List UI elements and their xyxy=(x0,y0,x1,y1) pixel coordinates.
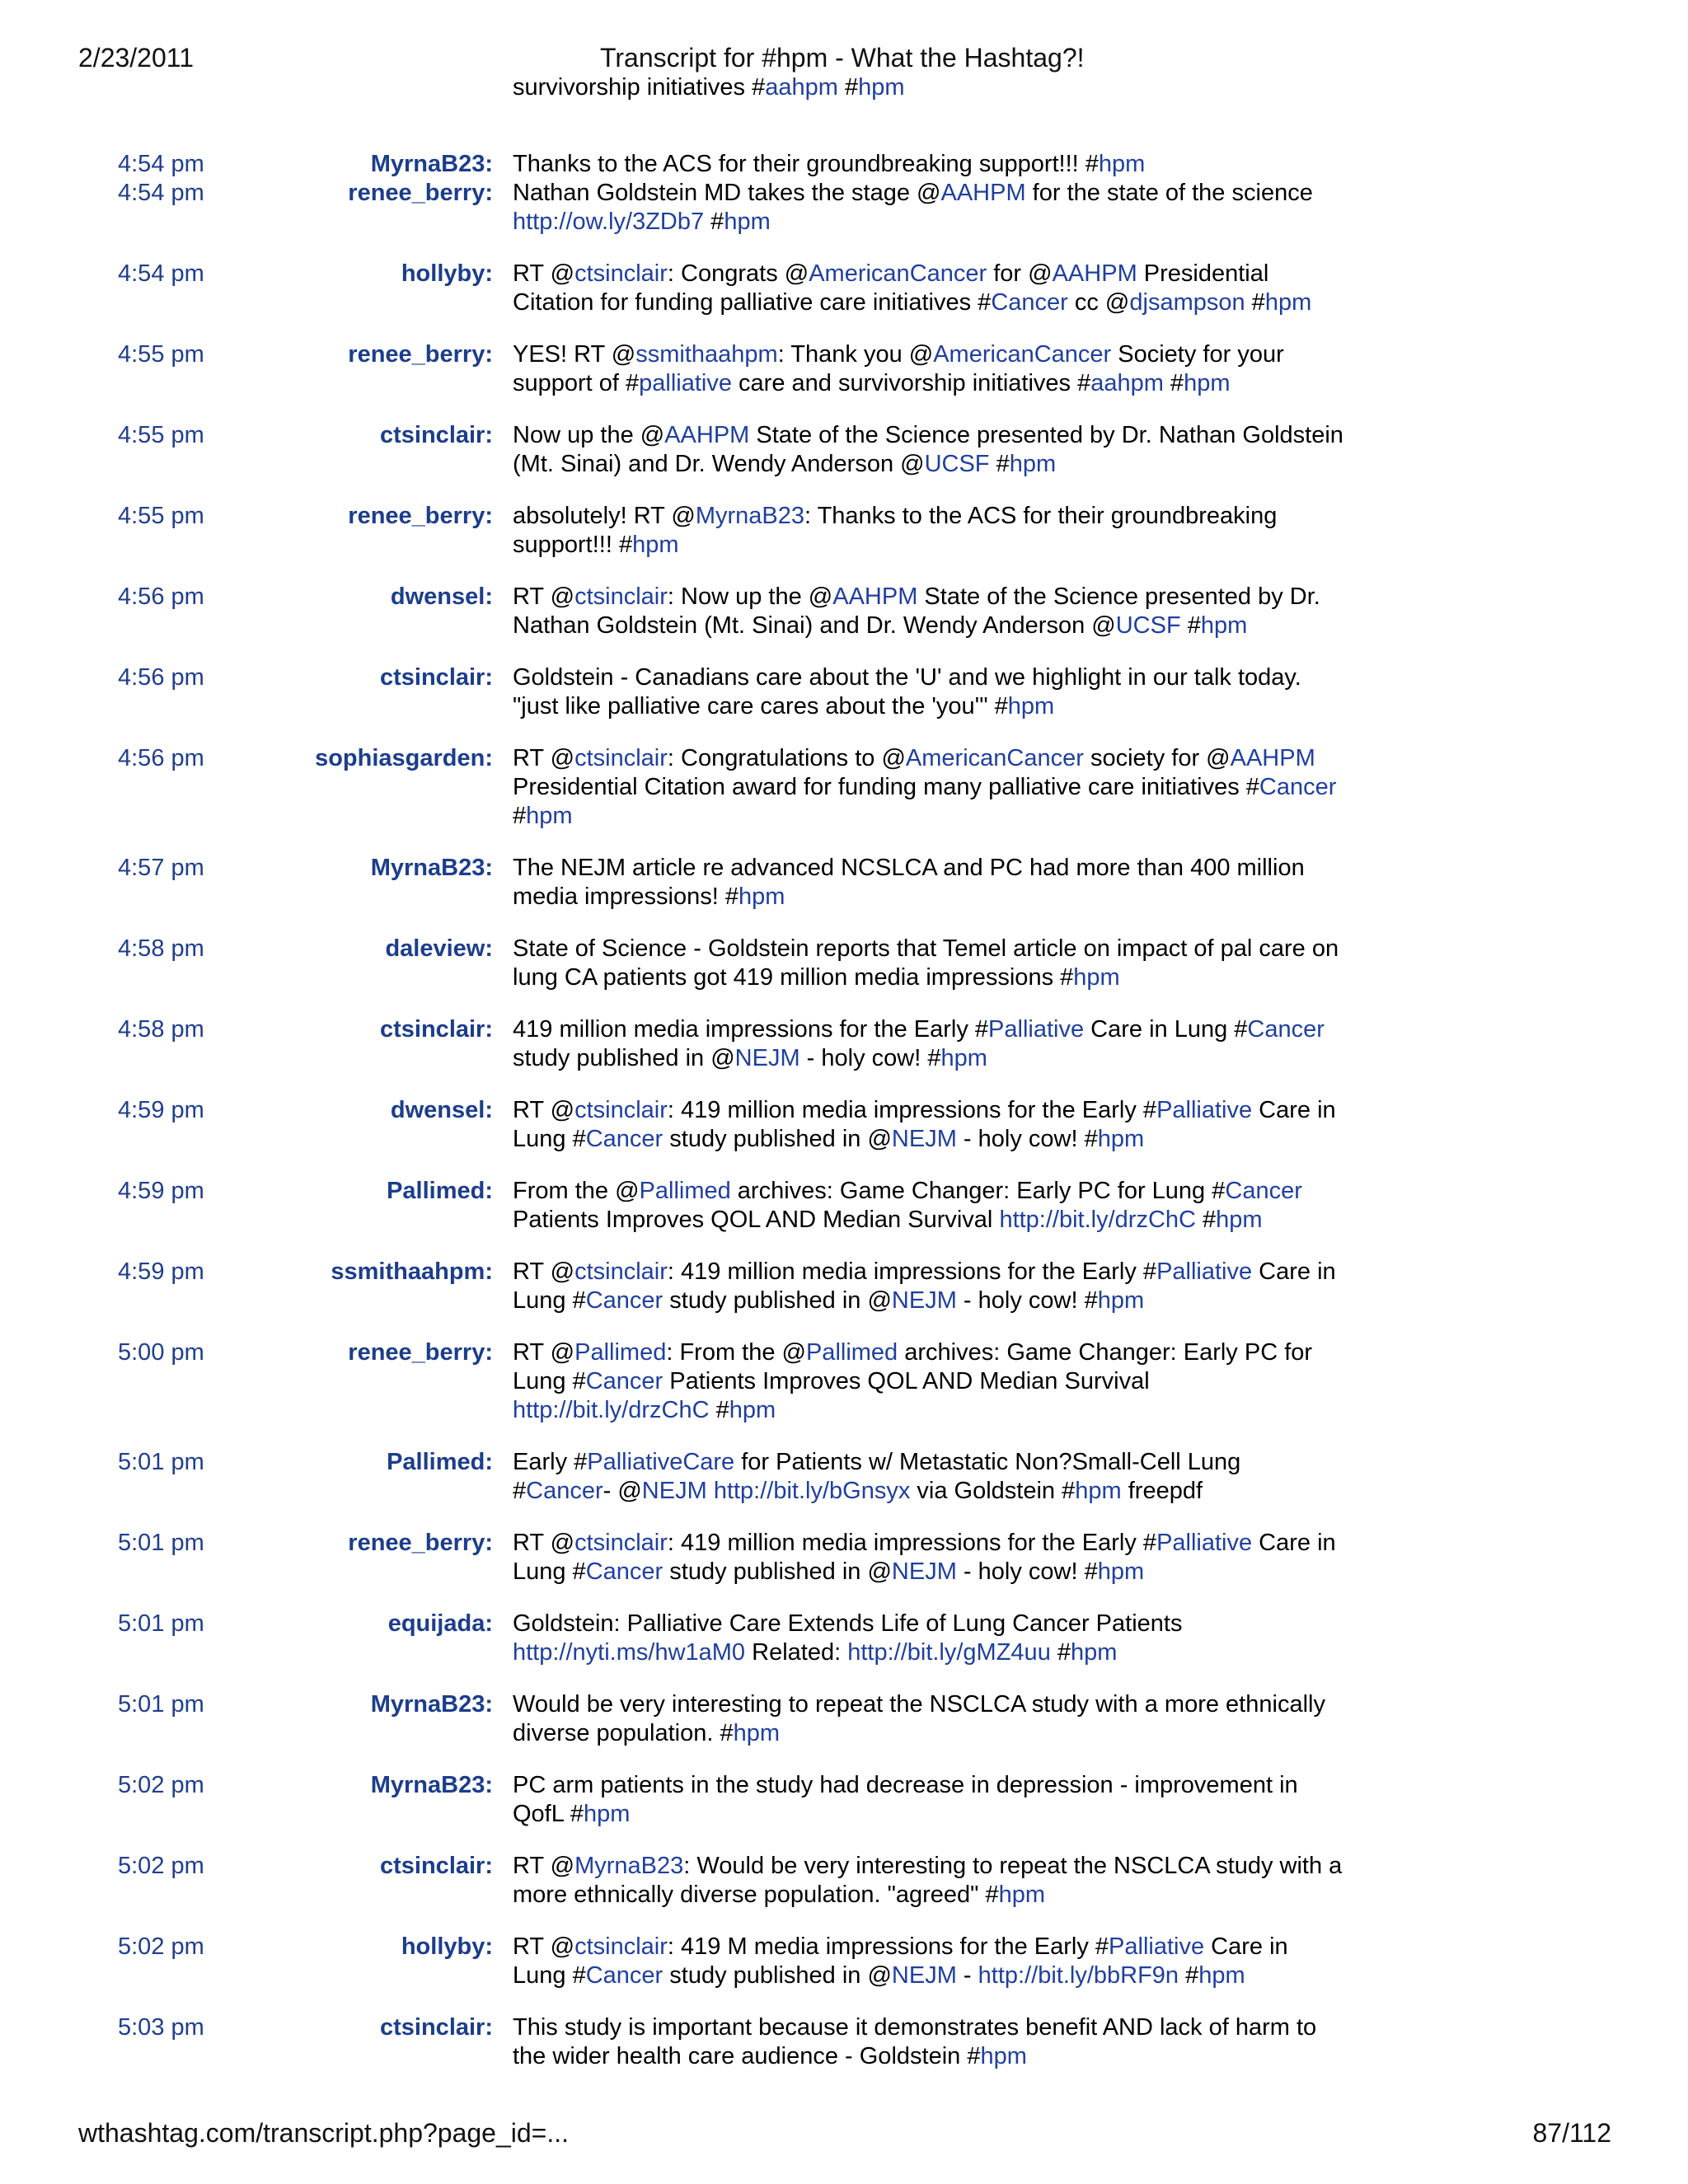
transcript-row xyxy=(0,1177,1688,1235)
message-link[interactable]: PalliativeCare xyxy=(587,1449,735,1475)
transcript-row xyxy=(0,2013,1688,2071)
message-time[interactable]: 5:01 pm xyxy=(118,1610,204,1637)
message-link[interactable]: ctsinclair xyxy=(574,260,668,287)
message-link[interactable]: http://bit.ly/gMZ4uu xyxy=(847,1639,1051,1666)
message-link[interactable]: Cancer xyxy=(585,1126,663,1152)
transcript-row xyxy=(0,1015,1688,1073)
message-link[interactable]: AmericanCancer xyxy=(905,745,1084,771)
message-text: RT @ctsinclair: 419 M media impressions for the Early #Palliative Care in Lung #Cancer study published in @NEJM - http://bit.ly/bbRF9n #hpm xyxy=(513,1933,1288,1989)
transcript-row xyxy=(0,502,1688,560)
message-link[interactable]: aahpm xyxy=(1090,370,1164,396)
message-link[interactable]: NEJM xyxy=(641,1478,707,1504)
message-link[interactable]: http://bit.ly/bbRF9n xyxy=(978,1962,1179,1989)
message-username[interactable]: Pallimed: xyxy=(387,1178,493,1204)
message-username[interactable]: renee_berry: xyxy=(348,503,493,529)
message-username[interactable]: ctsinclair: xyxy=(380,1016,493,1043)
message-text: absolutely! RT @MyrnaB23: Thanks to the ACS for their groundbreaking support!!! #hpm xyxy=(513,503,1278,558)
transcript-row xyxy=(0,1610,1688,1667)
message-link[interactable]: http://bit.ly/drzChC xyxy=(513,1397,710,1423)
message-link[interactable]: ctsinclair xyxy=(574,583,668,610)
transcript-row xyxy=(0,150,1688,179)
transcript-row xyxy=(0,583,1688,640)
message-link[interactable]: UCSF xyxy=(1115,612,1181,639)
message-time[interactable]: 4:55 pm xyxy=(118,422,204,448)
message-link[interactable]: hpm xyxy=(632,532,679,558)
message-username[interactable]: renee_berry: xyxy=(348,341,493,368)
message-time[interactable]: 5:02 pm xyxy=(118,1772,204,1798)
message-time[interactable]: 5:01 pm xyxy=(118,1449,204,1475)
message-link[interactable]: hpm xyxy=(1071,1639,1118,1666)
message-link[interactable]: ctsinclair xyxy=(574,1933,668,1960)
message-username[interactable]: MyrnaB23: xyxy=(370,1772,493,1798)
message-time[interactable]: 4:56 pm xyxy=(118,583,204,610)
message-link[interactable]: hpm xyxy=(940,1045,987,1071)
message-username[interactable]: MyrnaB23: xyxy=(370,855,493,881)
message-link[interactable]: http://bit.ly/bGnsyx xyxy=(713,1478,911,1504)
transcript-row xyxy=(0,935,1688,992)
footer-url: wthashtag.com/transcript.php?page_id=... xyxy=(78,2118,570,2148)
message-link[interactable]: Cancer xyxy=(526,1478,603,1504)
message-link[interactable]: ctsinclair xyxy=(574,1258,668,1285)
message-text: Nathan Goldstein MD takes the stage @AAHPM for the state of the science http://ow.ly/3ZDb7 #hpm xyxy=(513,180,1313,235)
message-time[interactable]: 4:54 pm xyxy=(118,180,204,206)
message-text: Thanks to the ACS for their groundbreaking support!!! #hpm xyxy=(513,151,1146,177)
message-text: RT @ctsinclair: 419 million media impressions for the Early #Palliative Care in Lung #Cancer study published in @NEJM - holy cow! #hpm xyxy=(513,1097,1336,1152)
message-link[interactable]: Palliative xyxy=(1156,1258,1253,1285)
message-link[interactable]: hpm xyxy=(1184,370,1231,396)
message-text: Would be very interesting to repeat the NSCLCA study with a more ethnically diverse population. #hpm xyxy=(513,1691,1325,1746)
message-link[interactable]: hpm xyxy=(526,803,573,829)
message-username[interactable]: dwensel: xyxy=(390,583,493,610)
message-text: State of Science - Goldstein reports that Temel article on impact of pal care on lung CA patients got 419 million media impressions #hpm xyxy=(513,935,1339,991)
message-link[interactable]: Palliative xyxy=(1156,1530,1253,1556)
message-username[interactable]: equijada: xyxy=(387,1610,493,1637)
transcript-row xyxy=(0,663,1688,721)
message-link[interactable]: hpm xyxy=(998,1882,1046,1908)
message-link[interactable]: NEJM xyxy=(891,1558,957,1585)
message-username[interactable]: ctsinclair: xyxy=(380,2014,493,2041)
message-username[interactable]: MyrnaB23: xyxy=(370,151,493,177)
message-link[interactable]: MyrnaB23 xyxy=(695,503,804,529)
page-title: Transcript for #hpm - What the Hashtag?! xyxy=(600,43,1085,73)
message-link[interactable]: Palliative xyxy=(1156,1097,1253,1123)
message-time[interactable]: 4:58 pm xyxy=(118,1016,204,1043)
message-username[interactable]: daleview: xyxy=(385,935,493,962)
message-username[interactable]: hollyby: xyxy=(401,1933,493,1960)
message-link[interactable]: AmericanCancer xyxy=(933,341,1112,368)
message-username[interactable]: hollyby: xyxy=(401,260,493,287)
message-link[interactable]: AmericanCancer xyxy=(809,260,987,287)
message-text: RT @ctsinclair: Now up the @AAHPM State of the Science presented by Dr. Nathan Goldstein (Mt. Sinai) and Dr. Wendy Anderson @UCSF #hpm xyxy=(513,583,1320,639)
message-username[interactable]: ctsinclair: xyxy=(380,422,493,448)
transcript-row xyxy=(0,1338,1688,1425)
transcript-row xyxy=(0,1852,1688,1910)
message-link[interactable]: hpm xyxy=(1098,151,1146,177)
message-link[interactable]: NEJM xyxy=(734,1045,800,1071)
message-username[interactable]: renee_berry: xyxy=(348,1530,493,1556)
message-username[interactable]: dwensel: xyxy=(390,1097,493,1123)
continued-message-fragment: survivorship initiatives #aahpm #hpm xyxy=(513,74,905,101)
message-text: The NEJM article re advanced NCSLCA and PC had more than 400 million media impressions! #hpm xyxy=(513,855,1305,910)
message-time[interactable]: 4:56 pm xyxy=(118,745,204,771)
message-link[interactable]: djsampson xyxy=(1129,289,1245,316)
message-username[interactable]: MyrnaB23: xyxy=(370,1691,493,1718)
message-text: Goldstein - Canadians care about the 'U' and we highlight in our talk today. "just like palliative care cares about the 'you'" #hpm xyxy=(513,664,1301,719)
message-link[interactable]: hpm xyxy=(858,74,905,101)
message-link[interactable]: hpm xyxy=(1264,289,1312,316)
message-text: Early #PalliativeCare for Patients w/ Metastatic Non?Small-Cell Lung #Cancer- @NEJM http://bit.ly/bGnsyx via Goldstein #hpm freepdf xyxy=(513,1449,1241,1504)
message-link[interactable]: hpm xyxy=(1198,1962,1245,1989)
message-link[interactable]: AAHPM xyxy=(1230,745,1315,771)
message-time[interactable]: 4:57 pm xyxy=(118,855,204,881)
message-time[interactable]: 5:03 pm xyxy=(118,2014,204,2041)
transcript-row xyxy=(0,1771,1688,1829)
message-link[interactable]: ctsinclair xyxy=(574,1097,668,1123)
message-link[interactable]: UCSF xyxy=(924,451,990,477)
message-link[interactable]: hpm xyxy=(1097,1287,1145,1314)
message-link[interactable]: hpm xyxy=(583,1801,631,1827)
message-time[interactable]: 4:59 pm xyxy=(118,1258,204,1285)
page-number: 87/112 xyxy=(1532,2118,1611,2148)
message-link[interactable]: AAHPM xyxy=(1052,260,1137,287)
message-time[interactable]: 5:02 pm xyxy=(118,1933,204,1960)
message-time[interactable]: 4:59 pm xyxy=(118,1097,204,1123)
message-link[interactable]: Cancer xyxy=(585,1287,663,1314)
transcript-row xyxy=(0,1096,1688,1154)
message-link[interactable]: hpm xyxy=(724,209,771,235)
message-link[interactable]: Cancer xyxy=(1259,774,1337,800)
message-link[interactable]: AAHPM xyxy=(664,422,750,448)
message-link[interactable]: hpm xyxy=(1216,1207,1263,1233)
transcript-row xyxy=(0,260,1688,317)
message-link[interactable]: NEJM xyxy=(891,1126,957,1152)
transcript-row xyxy=(0,421,1688,479)
message-time[interactable]: 4:56 pm xyxy=(118,664,204,691)
message-link[interactable]: hpm xyxy=(729,1397,776,1423)
message-username[interactable]: renee_berry: xyxy=(348,180,493,206)
message-time[interactable]: 4:55 pm xyxy=(118,341,204,368)
message-link[interactable]: Palliative xyxy=(988,1016,1085,1043)
message-link[interactable]: ctsinclair xyxy=(574,745,668,771)
transcript-row xyxy=(0,1448,1688,1506)
message-link[interactable]: Pallimed xyxy=(805,1339,898,1366)
message-username[interactable]: ctsinclair: xyxy=(380,664,493,691)
message-link[interactable]: Cancer xyxy=(585,1962,663,1989)
message-link[interactable]: hpm xyxy=(1007,693,1055,719)
message-link[interactable]: hpm xyxy=(980,2043,1027,2069)
message-time[interactable]: 4:54 pm xyxy=(118,151,204,177)
message-text: RT @Pallimed: From the @Pallimed archives: Game Changer: Early PC for Lung #Cancer Patients Improves QOL AND Median Survival http://bit.ly/drzChC #hpm xyxy=(513,1339,1313,1423)
message-time[interactable]: 4:55 pm xyxy=(118,503,204,529)
transcript-row xyxy=(0,1933,1688,1990)
message-time[interactable]: 5:01 pm xyxy=(118,1691,204,1718)
message-text: RT @ctsinclair: 419 million media impressions for the Early #Palliative Care in Lung #Cancer study published in @NEJM - holy cow! #hpm xyxy=(513,1258,1336,1314)
message-link[interactable]: Palliative xyxy=(1109,1933,1205,1960)
message-link[interactable]: Cancer xyxy=(991,289,1068,316)
message-username[interactable]: ctsinclair: xyxy=(380,1853,493,1879)
message-link[interactable]: hpm xyxy=(733,1720,781,1746)
transcript-row xyxy=(0,1690,1688,1748)
message-link[interactable]: Cancer xyxy=(1225,1178,1302,1204)
message-link[interactable]: NEJM xyxy=(891,1962,957,1989)
message-link[interactable]: Cancer xyxy=(585,1558,663,1585)
message-text: Now up the @AAHPM State of the Science presented by Dr. Nathan Goldstein (Mt. Sinai) and Dr. Wendy Anderson @UCSF #hpm xyxy=(513,422,1343,477)
message-link[interactable]: hpm xyxy=(1073,964,1120,991)
message-username[interactable]: ssmithaahpm: xyxy=(331,1258,493,1285)
message-text: RT @ctsinclair: Congrats @AmericanCancer for @AAHPM Presidential Citation for funding palliative care initiatives #Cancer cc @djsampson #hpm xyxy=(513,260,1312,316)
message-text: PC arm patients in the study had decrease in depression - improvement in QofL #hpm xyxy=(513,1772,1298,1827)
message-time[interactable]: 4:54 pm xyxy=(118,260,204,287)
transcript-row xyxy=(0,179,1688,237)
message-text: YES! RT @ssmithaahpm: Thank you @AmericanCancer Society for your support of #palliative care and survivorship initiatives #aahpm #hpm xyxy=(513,341,1284,396)
message-link[interactable]: ctsinclair xyxy=(574,1530,668,1556)
message-username[interactable]: renee_berry: xyxy=(348,1339,493,1366)
transcript-row xyxy=(0,340,1688,398)
message-link[interactable]: MyrnaB23 xyxy=(574,1853,684,1879)
message-link[interactable]: hpm xyxy=(1200,612,1248,639)
message-time[interactable]: 5:01 pm xyxy=(118,1530,204,1556)
message-link[interactable]: hpm xyxy=(1097,1558,1145,1585)
message-text: 419 million media impressions for the Early #Palliative Care in Lung #Cancer study published in @NEJM - holy cow! #hpm xyxy=(513,1016,1325,1071)
message-time[interactable]: 4:58 pm xyxy=(118,935,204,962)
message-text: RT @ctsinclair: 419 million media impressions for the Early #Palliative Care in Lung #Cancer study published in @NEJM - holy cow! #hpm xyxy=(513,1530,1336,1585)
message-text: Goldstein: Palliative Care Extends Life of Lung Cancer Patients http://nyti.ms/hw1aM0 Related: http://bit.ly/gMZ4uu #hpm xyxy=(513,1610,1183,1666)
message-time[interactable]: 5:02 pm xyxy=(118,1853,204,1879)
message-link[interactable]: http://nyti.ms/hw1aM0 xyxy=(513,1639,746,1666)
header-date: 2/23/2011 xyxy=(78,43,194,73)
message-time[interactable]: 5:00 pm xyxy=(118,1339,204,1366)
transcript-list xyxy=(0,150,1688,2071)
transcript-row xyxy=(0,744,1688,831)
message-link[interactable]: http://ow.ly/3ZDb7 xyxy=(513,209,705,235)
message-link[interactable]: http://bit.ly/drzChC xyxy=(999,1207,1196,1233)
message-username[interactable]: Pallimed: xyxy=(387,1449,493,1475)
message-text: This study is important because it demonstrates benefit AND lack of harm to the wider health care audience - Goldstein #hpm xyxy=(513,2014,1317,2069)
message-link[interactable]: AAHPM xyxy=(832,583,918,610)
transcript-row xyxy=(0,854,1688,912)
message-link[interactable]: Cancer xyxy=(1247,1016,1325,1043)
message-text: RT @ctsinclair: Congratulations to @AmericanCancer society for @AAHPM Presidential Citation award for funding many palliative care initiatives #Cancer #hpm xyxy=(513,745,1337,829)
message-link[interactable]: hpm xyxy=(1097,1126,1145,1152)
transcript-row xyxy=(0,1258,1688,1315)
message-link[interactable]: NEJM xyxy=(891,1287,957,1314)
message-text: RT @MyrnaB23: Would be very interesting to repeat the NSCLCA study with a more ethnically diverse population. "agreed" #hpm xyxy=(513,1853,1343,1908)
message-link[interactable]: ssmithaahpm xyxy=(635,341,778,368)
message-time[interactable]: 4:59 pm xyxy=(118,1178,204,1204)
message-link[interactable]: AAHPM xyxy=(940,180,1026,206)
message-link[interactable]: hpm xyxy=(738,883,785,910)
message-username[interactable]: sophiasgarden: xyxy=(315,745,493,771)
message-link[interactable]: Pallimed xyxy=(639,1178,731,1204)
message-link[interactable]: hpm xyxy=(1009,451,1057,477)
transcript-row xyxy=(0,1529,1688,1586)
message-link[interactable]: Pallimed xyxy=(574,1339,667,1366)
message-link[interactable]: Cancer xyxy=(585,1368,663,1394)
message-link[interactable]: aahpm xyxy=(765,74,838,101)
message-link[interactable]: hpm xyxy=(1075,1478,1122,1504)
message-text: From the @Pallimed archives: Game Changer: Early PC for Lung #Cancer Patients Improves QOL AND Median Survival http://bit.ly/drzChC #hpm xyxy=(513,1178,1302,1233)
message-link[interactable]: palliative xyxy=(639,370,732,396)
